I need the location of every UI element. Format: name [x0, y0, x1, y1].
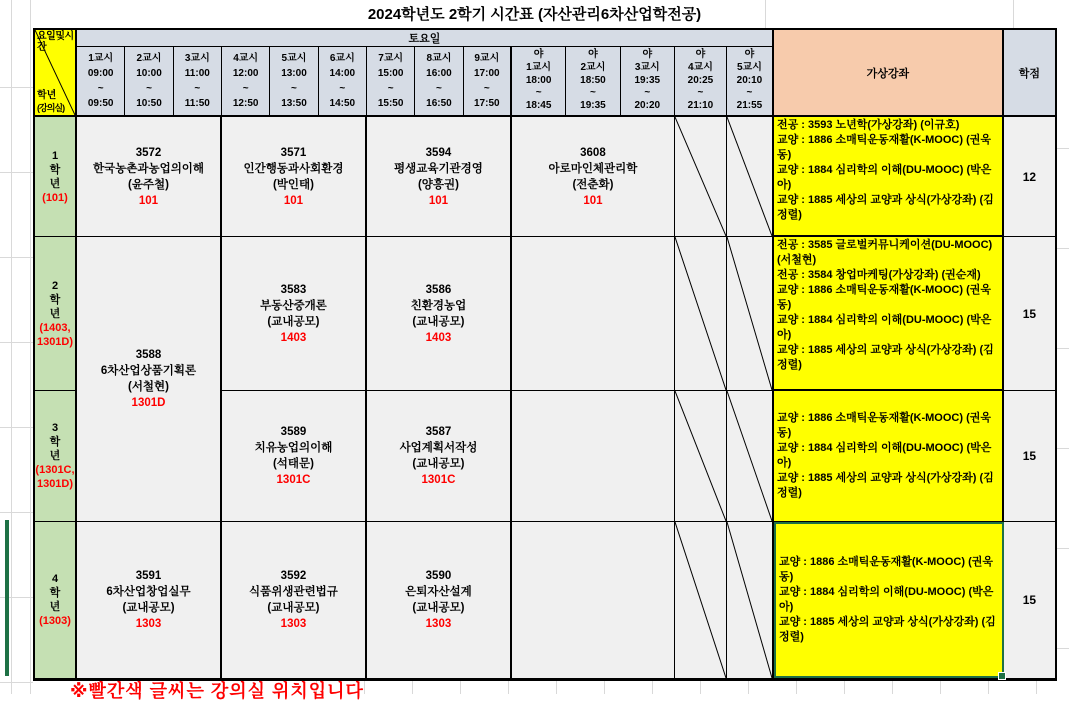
corner-grade-label: 학년 (강의실) [37, 90, 65, 113]
diagonal-line-icon [675, 391, 726, 521]
diagonal-line-icon [727, 391, 772, 521]
diagonal-line-icon [727, 237, 772, 390]
diagonal-line-icon [675, 522, 726, 678]
day-header-saturday[interactable]: 토요일 [77, 30, 774, 47]
gridline [0, 427, 33, 428]
gridline [0, 257, 33, 258]
gridline [0, 682, 33, 683]
diagonal-line-icon [675, 117, 726, 236]
empty-slot-cell[interactable] [512, 522, 675, 678]
gridline [0, 87, 33, 88]
virtual-courses-header[interactable]: 가상강좌 [774, 30, 1004, 117]
period-header-5[interactable]: 5교시 13:00 ~ 13:50 [270, 47, 318, 117]
empty-slot-cell[interactable] [675, 391, 727, 522]
diagonal-line-icon [727, 522, 772, 678]
timetable [33, 28, 1057, 681]
selected-row-indicator [5, 520, 9, 676]
gridline [0, 512, 33, 513]
grade-header-2[interactable]: 2 학 년 (1403, 1301D) [35, 237, 77, 391]
course-cell[interactable]: 3591 6차산업창업실무 (교내공모) 1303 [77, 522, 222, 678]
course-cell[interactable]: 3587 사업계획서작성 (교내공모) 1301C [367, 391, 512, 522]
empty-slot-cell[interactable] [675, 522, 727, 678]
period-header-4[interactable]: 4교시 12:00 ~ 12:50 [222, 47, 270, 117]
grade-header-3[interactable]: 3 학 년 (1301C, 1301D) [35, 391, 77, 522]
course-cell[interactable]: 3586 친환경농업 (교내공모) 1403 [367, 237, 512, 391]
course-cell[interactable]: 3589 치유농업의이해 (석태문) 1301C [222, 391, 367, 522]
course-cell-merged[interactable]: 3588 6차산업상품기획론 (서철현) 1301D [77, 237, 222, 522]
empty-slot-cell[interactable] [512, 237, 675, 391]
credits-cell[interactable]: 15 [1004, 237, 1055, 391]
gridline [0, 172, 33, 173]
corner-days-label: 요일및시간 [37, 31, 74, 53]
period-header-2[interactable]: 2교시 10:00 ~ 10:50 [125, 47, 173, 117]
virtual-courses-cell[interactable]: 전공 : 3593 노년학(가상강좌) (이규호) 교양 : 1886 소매틱운동재활(K-MOOC) (권욱동) 교양 : 1884 심리학의 이해(DU-MOOC) (박은아) 교양 : 1885 세상의 교양과 상식(가상강좌) (김정렬) [774, 117, 1004, 237]
virtual-courses-cell[interactable]: 교양 : 1886 소매틱운동재활(K-MOOC) (권욱동) 교양 : 1884 심리학의 이해(DU-MOOC) (박은아) 교양 : 1885 세상의 교양과 상식(가상강좌) (김정렬) [774, 391, 1004, 522]
gridline [30, 0, 31, 694]
diagonal-line-icon [727, 117, 772, 236]
night-period-header-1[interactable]: 야 1교시 18:00 ~ 18:45 [512, 47, 566, 117]
page-title[interactable]: 2024학년도 2학기 시간표 (자산관리6차산업학전공) [367, 6, 702, 23]
empty-slot-cell[interactable] [675, 237, 727, 391]
credits-header[interactable]: 학점 [1004, 30, 1055, 117]
empty-slot-cell[interactable] [675, 117, 727, 237]
night-period-header-4[interactable]: 야 4교시 20:25 ~ 21:10 [675, 47, 727, 117]
period-header-6[interactable]: 6교시 14:00 ~ 14:50 [319, 47, 367, 117]
course-cell[interactable]: 3590 은퇴자산설계 (교내공모) 1303 [367, 522, 512, 678]
empty-slot-cell[interactable] [727, 237, 774, 391]
night-period-header-2[interactable]: 야 2교시 18:50 ~ 19:35 [566, 47, 620, 117]
empty-slot-cell[interactable] [512, 391, 675, 522]
night-period-header-3[interactable]: 야 3교시 19:35 ~ 20:20 [621, 47, 675, 117]
corner-cell[interactable] [35, 30, 77, 117]
course-cell[interactable]: 3572 한국농촌과농업의이해 (윤주철) 101 [77, 117, 222, 237]
grade-header-1[interactable]: 1 학 년 (101) [35, 117, 77, 237]
period-header-1[interactable]: 1교시 09:00 ~ 09:50 [77, 47, 125, 117]
virtual-courses-cell[interactable]: 전공 : 3585 글로벌커뮤니케이션(DU-MOOC)(서철현) 전공 : 3584 창업마케팅(가상강좌) (권순재) 교양 : 1886 소매틱운동재활(K-MOOC) (권욱동) 교양 : 1884 심리학의 이해(DU-MOOC) (박은아) 교양 : 1885 세상의 교양과 상식(가상강좌) (김정렬) [774, 237, 1004, 391]
period-header-3[interactable]: 3교시 11:00 ~ 11:50 [174, 47, 222, 117]
credits-cell[interactable]: 15 [1022, 593, 1037, 607]
credits-cell[interactable]: 15 [1004, 391, 1055, 522]
course-cell[interactable]: 3583 부동산중개론 (교내공모) 1403 [222, 237, 367, 391]
empty-slot-cell[interactable] [727, 117, 774, 237]
course-cell[interactable]: 3592 식품위생관련법규 (교내공모) 1303 [222, 522, 367, 678]
virtual-courses-cell-selected[interactable]: 교양 : 1886 소매틱운동재활(K-MOOC) (권욱동) 교양 : 1884 심리학의 이해(DU-MOOC) (박은아) 교양 : 1885 세상의 교양과 상식(가상강좌) (김정렬) [774, 522, 1004, 678]
footnote-red-text-note[interactable]: ※빨간색 글씨는 강의실 위치입니다 [70, 681, 364, 701]
period-header-9[interactable]: 9교시 17:00 ~ 17:50 [464, 47, 512, 117]
night-period-header-5[interactable]: 야 5교시 20:10 ~ 21:55 [727, 47, 774, 117]
empty-slot-cell[interactable] [727, 522, 774, 678]
course-cell[interactable]: 3571 인간행동과사회환경 (박인태) 101 [222, 117, 367, 237]
credits-cell[interactable]: 12 [1004, 117, 1055, 237]
course-cell[interactable]: 3594 평생교육기관경영 (양흥권) 101 [367, 117, 512, 237]
gridline [11, 0, 12, 694]
gridline [0, 342, 33, 343]
diagonal-line-icon [675, 237, 726, 390]
period-header-8[interactable]: 8교시 16:00 ~ 16:50 [415, 47, 463, 117]
grade-header-4[interactable]: 4 학 년 (1303) [35, 522, 77, 678]
course-cell[interactable]: 3608 아로마인체관리학 (전춘화) 101 [512, 117, 675, 237]
period-header-7[interactable]: 7교시 15:00 ~ 15:50 [367, 47, 415, 117]
empty-slot-cell[interactable] [727, 391, 774, 522]
